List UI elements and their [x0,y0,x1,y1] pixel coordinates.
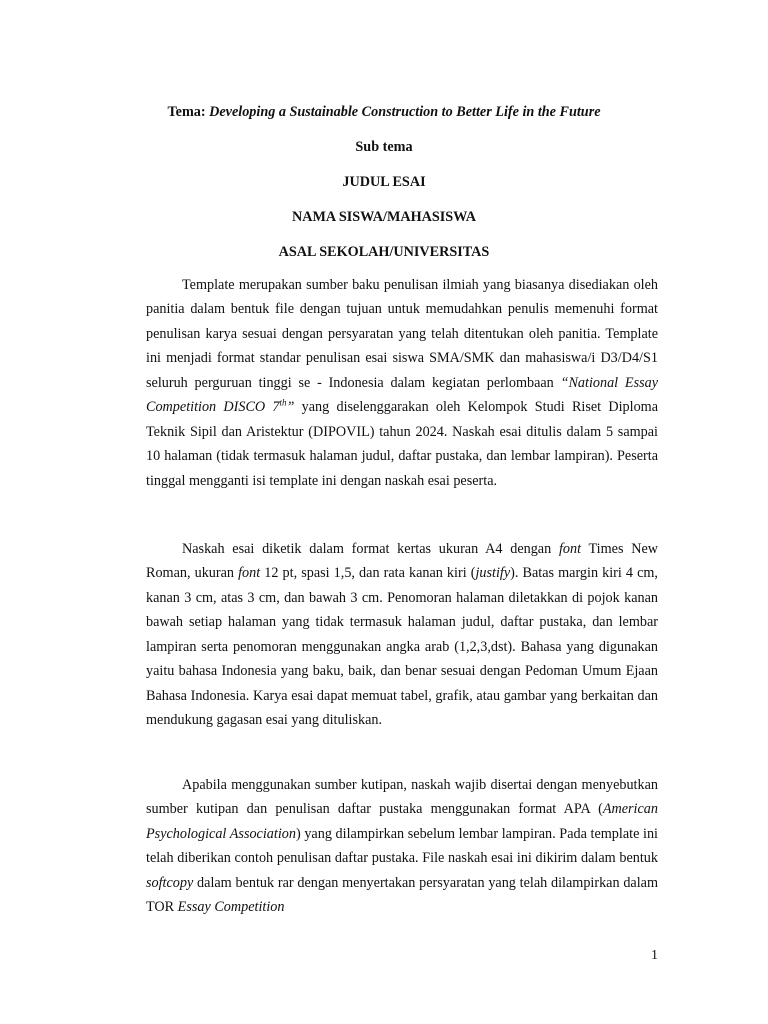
p2-italic-font-1: font [558,541,582,557]
p2-italic-justify: justify [475,565,511,582]
p3-text-e: dalam bentuk rar dengan menyertakan persyaratan yang telah dilampirkan dalam TOR [146,874,658,916]
p3-italic-essay-competition: Essay Competition [177,899,285,916]
page-number: 1 [651,948,658,963]
student-name: NAMA SISWA/MAHASISWA [291,209,477,225]
p3-text-c: ) yang dilampirkan sebelum lembar lampiran. Pada template ini telah diberikan contoh penulisan daftar pustaka. File naskah esai ini dikirim dalam bentuk [146,825,658,867]
p2-italic-font-2: font [238,565,261,582]
p3-text-a: Apabila menggunakan sumber kutipan, naskah wajib disertai dengan menyebutkan sumber kutipan dan penulisan daftar pustaka menggunakan format APA ( [146,777,658,818]
theme-label: Tema: [167,104,206,120]
p3-italic-softcopy: softcopy [146,874,194,891]
subtheme: Sub tema [355,139,413,155]
paragraph-3 [146,773,658,920]
p1-close-quote: ” [286,399,295,416]
essay-title: JUDUL ESAI [342,174,426,190]
theme-line [0,103,768,121]
p1-text-c: yang diselenggarakan oleh Kelompok Studi Riset Diploma Teknik Sipil dan Aristektur (DIPOVIL) tahun 2024. Naskah esai ditulis dalam 5 sampai 10 halaman (tidak termasuk halaman judul, daftar pustaka, dan lembar lampiran). Peserta tinggal mengganti isi template ini dengan naskah esai peserta. [146,399,658,489]
p3-italic-apa: American Psychological Association [146,801,658,842]
p2-text-c: Times New Roman, ukuran [146,541,658,582]
p1-italic-text: “National Essay Competition DISCO 7 [146,374,658,416]
paragraph-2 [146,537,658,733]
p2-text-e: 12 pt, spasi 1,5, dan rata kanan kiri ( [260,565,476,582]
p1-sup-th: th [279,397,287,408]
theme-text: Developing a Sustainable Construction to Better Life in the Future [209,104,601,120]
p1-text-a: Template merupakan sumber baku penulisan ilmiah yang biasanya disediakan oleh panitia dalam bentuk file dengan tujuan untuk memudahkan penulis memenuhi format penulisan karya sesuai dengan persyaratan yang telah ditentukan oleh panitia. Template ini menjadi format standar penulisan esai siswa SMA/SMK dan mahasiswa/i D3/D4/S1 seluruh perguruan tinggi se - Indonesia dalam kegiatan perlombaan [146,277,658,391]
paragraph-1 [146,273,658,493]
institution: ASAL SEKOLAH/UNIVERSITAS [278,244,490,260]
p2-text-a: Naskah esai diketik dalam format kertas ukuran A4 dengan [182,541,559,557]
p2-text-g: ). Batas margin kiri 4 cm, kanan 3 cm, atas 3 cm, dan bawah 3 cm. Penomoran halaman diletakkan di pojok kanan bawah setiap halaman yang tidak termasuk halaman judul, daftar pustaka, dan lembar lampiran serta penomoran menggunakan angka arab (1,2,3,dst). Bahasa yang digunakan yaitu bahasa Indonesia yang baku, baik, dan benar sesuai dengan Pedoman Umum Ejaan Bahasa Indonesia. Karya esai dapat memuat tabel, grafik, atau gambar yang berkaitan dan mendukung gagasan esai yang dituliskan. [146,565,658,729]
